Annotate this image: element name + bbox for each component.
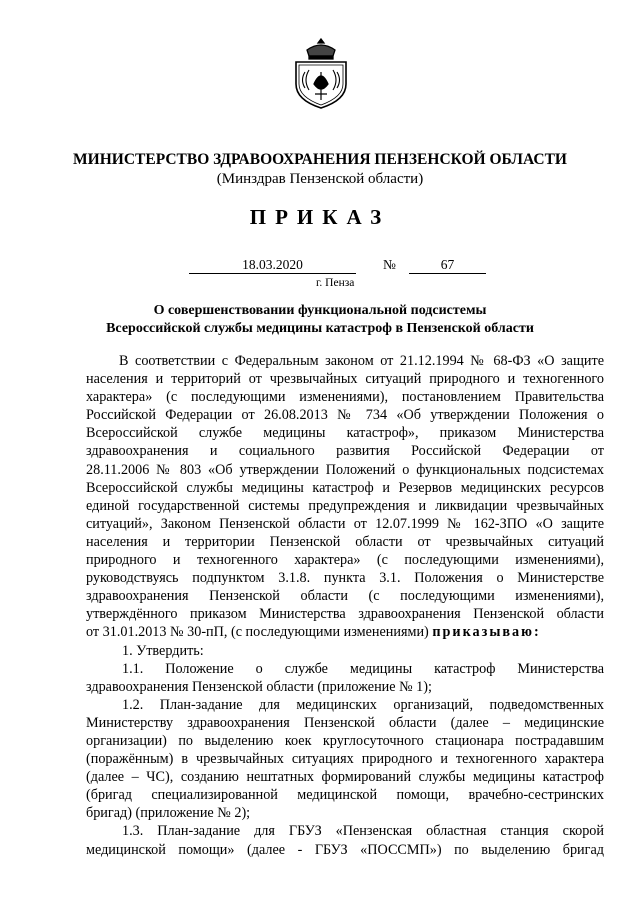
body-line: 1.3. План-задание для ГБУЗ «Пензенская областная станция скорой bbox=[122, 823, 604, 840]
body-line: населения и территории Пензенской области от чрезвычайных ситуаций bbox=[86, 533, 604, 550]
body-line: ситуаций», Законом Пензенской области от 12.07.1999 № 162-ЗПО «О защите bbox=[86, 515, 604, 532]
body-line: организации) по выделению коек круглосуточного стационара пострадавшим bbox=[86, 732, 604, 749]
body-line: Российской Федерации от 26.08.2013 № 734 «Об утверждении Положения о bbox=[86, 407, 604, 424]
order-date: 18.03.2020 bbox=[189, 257, 356, 274]
coat-of-arms-emblem bbox=[290, 36, 352, 112]
body-line: Всероссийской службе медицины катастроф», приказом Министерства bbox=[86, 425, 604, 442]
body-line: руководствуясь подпунктом 3.1.8. пункта 3.1. Положения о Министерстве bbox=[86, 570, 604, 587]
body-line: В соответствии с Федеральным законом от 21.12.1994 № 68-ФЗ «О защите bbox=[119, 353, 604, 369]
body-line: (бригад специализированной медицинской помощи, врачебно-сестринских bbox=[86, 787, 604, 804]
subject-line: О совершенствовании функциональной подсистемы bbox=[153, 303, 487, 318]
order-subject bbox=[0, 302, 640, 338]
subject-line: Всероссийской службы медицины катастроф в Пензенской области bbox=[106, 321, 534, 336]
order-number: 67 bbox=[409, 257, 486, 274]
city-label: г. Пенза bbox=[316, 277, 355, 289]
body-line: здравоохранения Пензенской области (приложение № 1); bbox=[86, 678, 432, 695]
body-line-text: от 31.01.2013 № 30-пП, (с последующими изменениями) bbox=[86, 624, 429, 641]
body-line: бригад) (приложение № 2); bbox=[86, 805, 251, 822]
body-line: утверждённого приказом Министерства здравоохранения Пензенской области bbox=[86, 606, 604, 623]
body-line: Министерству здравоохранения Пензенской области (далее – медицинские bbox=[86, 714, 604, 731]
body-line: Всероссийской службы медицины катастроф и Резервов медицинских ресурсов bbox=[86, 479, 604, 496]
body-line: (далее – ЧС), созданию нештатных формирований службы медицины катастроф bbox=[86, 769, 604, 786]
body-line: единой государственной системы предупреждения и ликвидации чрезвычайных bbox=[86, 497, 604, 514]
order-keyword: приказываю: bbox=[432, 624, 541, 641]
body-line: природного и техногенного характера» (с последующими изменениями), bbox=[86, 552, 604, 569]
body-line: 1. Утвердить: bbox=[122, 642, 204, 659]
body-line: медицинской помощи» (далее - ГБУЗ «ПОССМП») по выделению бригад bbox=[86, 841, 604, 858]
body-line: 1.2. План-задание для медицинских организаций, подведомственных bbox=[122, 696, 604, 713]
body-line: здравоохранения Пензенской области (с последующими изменениями), bbox=[86, 588, 604, 605]
body-line bbox=[86, 623, 604, 641]
document-type-title: ПРИКАЗ bbox=[249, 205, 391, 229]
body-line: здравоохранения и социального развития Российской Федерации от bbox=[86, 443, 604, 460]
ministry-name: МИНИСТЕРСТВО ЗДРАВООХРАНЕНИЯ ПЕНЗЕНСКОЙ ОБЛАСТИ bbox=[73, 151, 567, 168]
body-line: населения и территорий от чрезвычайных ситуаций природного и техногенного bbox=[86, 371, 604, 388]
body-line: 1.1. Положение о службе медицины катастроф Министерства bbox=[122, 660, 604, 677]
date-number-line bbox=[0, 257, 640, 277]
body-line: характера» (с последующими изменениями), постановлением Правительства bbox=[86, 389, 604, 406]
number-sign: № bbox=[383, 257, 396, 272]
order-body bbox=[86, 352, 604, 859]
body-line: 28.11.2006 № 803 «Об утверждении Положений о функциональных подсистемах bbox=[86, 461, 604, 478]
ministry-short-name: (Минздрав Пензенской области) bbox=[216, 171, 424, 187]
body-line: (поражённым) в чрезвычайных ситуациях природного и техногенного характера bbox=[86, 751, 604, 768]
